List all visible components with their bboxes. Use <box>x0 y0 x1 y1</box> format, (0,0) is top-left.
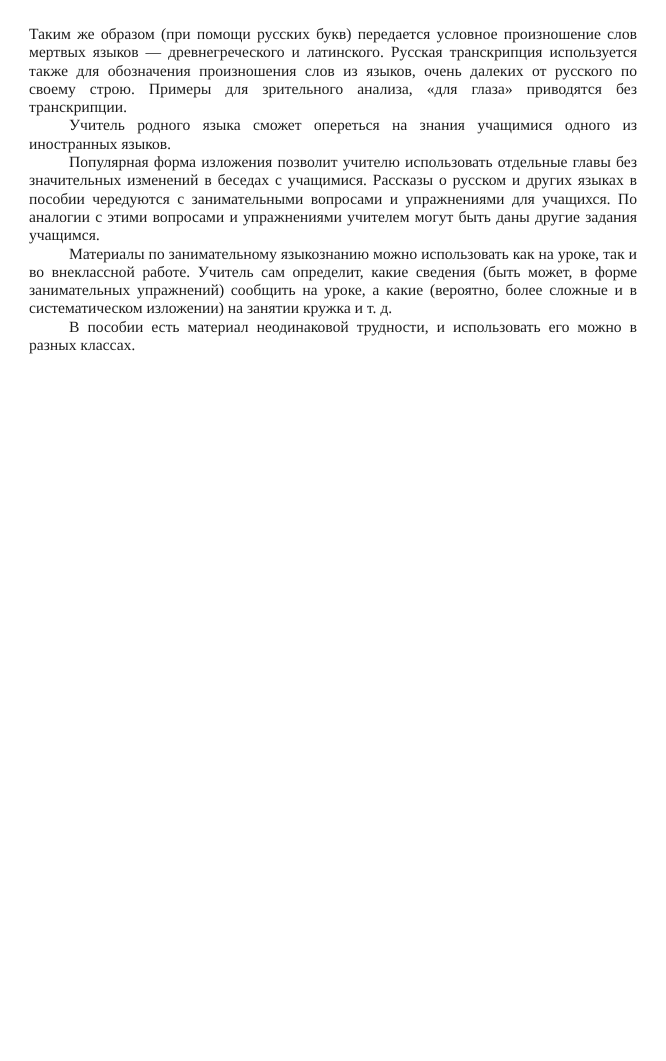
paragraph-native-language-teacher: Учитель родного языка сможет опереться на знания учащимися одного из иностранных языков. <box>29 117 637 153</box>
paragraph-popular-form: Популярная форма изложения позволит учителю использовать отдельные главы без значительных изменений в беседах с учащимися. Рассказы о русском и других языках в пособии чередуются с занимательными вопросами и упражнениями для учащихся. По аналогии с этими вопросами и упражнениями учителем могут быть даны другие задания учащимся. <box>29 154 637 245</box>
paragraph-materials-usage: Материалы по занимательному языкознанию можно использовать как на уроке, так и во внеклассной работе. Учитель сам определит, какие сведения (быть может, в форме занимательных упражнений) сообщить на уроке, а какие (вероятно, более сложные и в систематическом изложении) на занятии кружка и т. д. <box>29 245 637 318</box>
page-text <box>29 26 637 355</box>
paragraph-transcription: Таким же образом (при помощи русских букв) передается условное произношение слов мертвых языков — древнегреческого и латинского. Русская транскрипция используется также для обозначения произношения слов из языков, очень далеких от русского по своему строю. Примеры для зрительного анализа, «для глаза» приводятся без транскрипции. <box>29 26 637 117</box>
paragraph-difficulty: В пособии есть материал неодинаковой трудности, и использовать его можно в разных классах. <box>29 318 637 355</box>
